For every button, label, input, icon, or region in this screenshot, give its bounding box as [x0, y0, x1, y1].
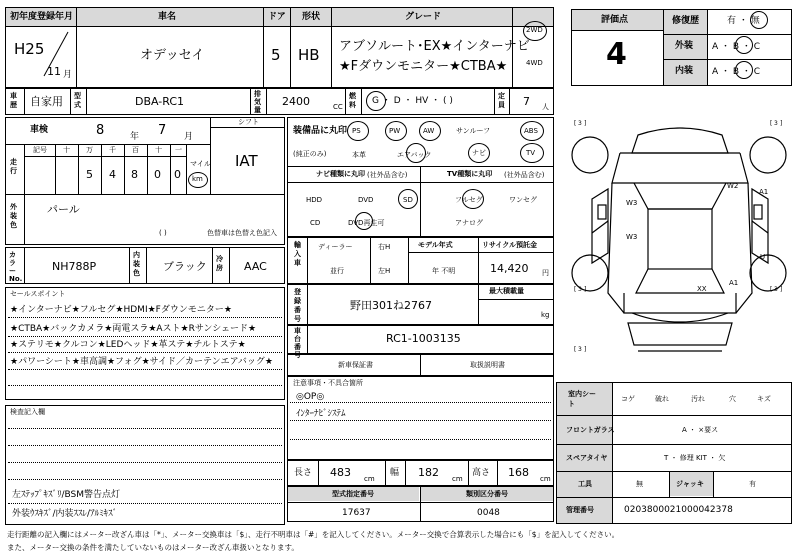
displacement-label: 排気量 [254, 90, 261, 114]
color-no-value: NH788P [52, 260, 97, 273]
inspector-label: 検査記入欄 [10, 408, 45, 416]
spare-label: スペアタイヤ [566, 454, 608, 462]
doors-value: 5 [271, 46, 281, 64]
tools-value: 無 [636, 480, 643, 488]
inspector-box [5, 405, 285, 525]
mileage-digit-1: 5 [86, 168, 93, 181]
length-unit: cm [364, 475, 375, 483]
chassis-label: 車台番号 [294, 327, 301, 359]
length-label: 長さ [294, 468, 313, 478]
jack-label: ジャッキ [676, 480, 704, 488]
shift-label: シフト [238, 118, 259, 126]
navi-dvdplay: DVD再生可 [348, 219, 385, 227]
mileage-unit-mile: マイル [190, 160, 211, 168]
mileage-header-6: 一 [175, 146, 182, 154]
svg-text:[: [ [770, 286, 773, 293]
width-label: 幅 [390, 468, 400, 478]
registration-label: 登録番号 [294, 288, 301, 323]
mileage-header-0: 記号 [33, 146, 47, 154]
notes-line-2: ｲﾝﾀｰﾅﾋﾞｼｽﾃﾑ [296, 409, 346, 419]
first-reg-label: 初年度登録年月 [10, 12, 74, 22]
svg-text:[: [ [770, 120, 773, 127]
recycle-value: 14,420 [490, 262, 529, 275]
grade-line2: ★Fダウンモニター★CTBA★ [339, 59, 508, 74]
mark-w3-2: W3 [626, 233, 638, 241]
mark-xx: XX [697, 285, 707, 293]
mileage-digit-2: 4 [109, 168, 116, 181]
first-reg-value: H25 [14, 40, 45, 58]
equip-sunroof: サンルーフ [456, 127, 491, 135]
seat-hole: 穴 [729, 395, 736, 403]
glass-label: フロントガラス [566, 426, 615, 434]
score-label: 評価点 [601, 15, 629, 25]
navi-dvd: DVD [358, 196, 374, 204]
mileage-digit-4: 0 [154, 168, 161, 181]
drive-4wd: 4WD [526, 59, 543, 67]
navi-cd: CD [310, 219, 321, 227]
svg-text:3: 3 [578, 346, 582, 353]
exterior-abc: A ・ B ・ C [712, 42, 761, 52]
glass-value: A ・ ×要ス [682, 426, 719, 434]
length-value: 483 [330, 466, 351, 479]
doc-manual: 取扱説明書 [470, 361, 505, 369]
mileage-header-4: 百 [132, 146, 139, 154]
navi-sub: (社外品含む) [367, 171, 408, 179]
capacity-unit: 人 [542, 103, 549, 111]
shape-label: 形状 [302, 12, 321, 22]
repair-options: 有 ・ 無 [727, 16, 760, 26]
svg-text:[: [ [574, 120, 577, 127]
inspection-year-unit: 年 [130, 132, 140, 142]
color-no-row [5, 247, 285, 284]
capacity-value: 7 [523, 95, 530, 108]
interior-label: 内装 [675, 66, 694, 76]
mileage-header-5: 十 [155, 146, 162, 154]
mileage-header-2: 万 [86, 146, 93, 154]
svg-text:]: ] [780, 120, 783, 127]
navi-sd: SD [403, 196, 413, 204]
inspector-line-2: 外装ｳｽｷｽﾞ/内装ｽｽﾚ/ｱﾙﾐｷｽﾞ [12, 509, 118, 519]
inspection-label: 車検 [30, 125, 49, 135]
equip-ps: PS [352, 127, 361, 135]
name-label: 車名 [158, 12, 177, 22]
recycle-unit: 円 [542, 269, 549, 277]
model-year-label: モデル年式 [418, 241, 453, 249]
navi-label: ナビ種類に丸印 [316, 170, 365, 178]
class-value: 0048 [477, 508, 500, 518]
grade-label: グレード [405, 12, 442, 22]
mileage-header-1: 十 [63, 146, 70, 154]
row2 [5, 88, 554, 115]
svg-text:]: ] [584, 286, 587, 293]
fuel-options: G ・ D ・ HV ・ ( ) [372, 96, 453, 106]
import-parallel: 並行 [330, 267, 344, 275]
ac-label: 冷房 [216, 255, 223, 272]
inspection-month-unit: 月 [184, 132, 194, 142]
score-value: 4 [606, 37, 627, 72]
equip-aw: AW [423, 127, 435, 135]
registration-value: 野田301ね2767 [350, 299, 432, 312]
sales-line-1: ★インターナビ★フルセグ★HDMI★Fダウンモニター★ [10, 305, 232, 315]
footer-line-2: また、メーター交換の条件を満たしていないものはメーター改ざん車扱いとなります。 [7, 543, 299, 552]
inspection-year: 8 [96, 123, 105, 138]
navi-hdd: HDD [306, 196, 323, 204]
sales-line-3: ★ステリモ★クルコン★LEDヘッド★革ステ★チルトステ★ [10, 340, 246, 350]
left-mid-block [5, 117, 285, 245]
equip-tv: TV [526, 149, 536, 157]
seat-scratch: キズ [757, 395, 771, 403]
max-load-unit: kg [541, 311, 550, 319]
color-label: 外装色 [10, 203, 17, 229]
color-value: パール [47, 203, 80, 216]
inspector-line-1: 左ｽﾃｯﾌﾟｷｽﾞﾘ/BSM警告点灯 [12, 490, 121, 500]
fuel-g-circle [366, 91, 386, 111]
doc-warranty: 新車保証書 [338, 361, 373, 369]
svg-text:3: 3 [774, 120, 778, 127]
color-no-label: カラーNo. [9, 251, 23, 283]
mark-u: U [760, 253, 766, 261]
equip-navi: ナビ [472, 149, 486, 157]
height-label: 高さ [472, 468, 491, 478]
notes-label: 注意事項・不具合箇所 [293, 379, 363, 387]
equip-pw: PW [389, 127, 401, 135]
equip-abs: ABS [524, 127, 538, 135]
svg-text:]: ] [584, 346, 587, 353]
svg-text:]: ] [780, 286, 783, 293]
recycle-label: リサイクル預託金 [482, 241, 538, 249]
tv-oneseg: ワンセグ [509, 196, 537, 204]
exterior-label: 外装 [675, 41, 694, 51]
model-value: DBA-RC1 [135, 95, 185, 108]
first-reg-month: 11 [47, 65, 61, 78]
footer-line-1: 走行距離の記入欄にはメーター改ざん車は「*」、メーター交換車は「$」、走行不明車は「#」を記入してください。メーター交換で合算表示した場合にも「$」を記入してください。 [7, 530, 620, 539]
sales-line-4: ★パワーシート★車高調★フォグ★サイド／カーテンエアバッグ★ [10, 357, 273, 367]
repair-none-circle [750, 11, 768, 29]
svg-text:]: ] [584, 120, 587, 127]
car-damage-diagram [568, 113, 792, 371]
capacity-label: 定員 [498, 92, 505, 109]
name-value: オデッセイ [140, 48, 205, 63]
repair-label: 修復歴 [672, 16, 700, 26]
equip-airbag: エアバック [397, 151, 432, 159]
sales-points-label: セールスポイント [10, 290, 66, 298]
grade-line1: アブソルート･EX★インターナビ [339, 39, 530, 54]
tv-sub: (社外品含む) [504, 171, 545, 179]
import-right-h: 右H [378, 243, 391, 251]
mileage-digit-5: 0 [174, 168, 181, 181]
height-value: 168 [508, 466, 529, 479]
mileage-digit-3: 8 [131, 168, 138, 181]
color-note: 色替車は色替え色記入 [207, 229, 277, 237]
seat-dirt: 汚れ [691, 395, 705, 403]
width-value: 182 [418, 466, 439, 479]
equipment-label: 装備品に丸印 [293, 126, 348, 136]
svg-text:3: 3 [578, 286, 582, 293]
mgmt-label: 管理番号 [566, 506, 594, 514]
shift-value: IAT [235, 152, 258, 170]
tv-fullseg: フルセグ [455, 196, 483, 204]
seat-burn: コゲ [621, 395, 635, 403]
color-paren: ( ) [159, 229, 167, 237]
tv-analog: アナログ [455, 219, 483, 227]
type-label: 型式指定番号 [332, 490, 374, 498]
svg-text:[: [ [574, 286, 577, 293]
mileage-header-3: 千 [109, 146, 116, 154]
chassis-value: RC1-1003135 [386, 332, 461, 345]
mark-a1-bottom: A1 [729, 279, 739, 287]
tv-label: TV種類に丸印 [447, 170, 493, 178]
inspection-month: 7 [158, 123, 167, 138]
interior-color-value: ブラック [163, 260, 207, 273]
mark-a1-top: A1 [759, 188, 769, 196]
mileage-unit-km: km [192, 175, 203, 183]
max-load-label: 最大積載量 [489, 287, 524, 295]
ac-value: AAC [244, 260, 267, 273]
import-label: 輸入車 [294, 241, 301, 267]
svg-text:[: [ [574, 346, 577, 353]
month-unit: 月 [63, 70, 73, 80]
equipment-sub: (純正のみ) [293, 150, 327, 158]
seat-tear: 破れ [655, 395, 669, 403]
mark-w2: W2 [727, 182, 739, 190]
model-label: 型式 [74, 92, 81, 109]
exterior-b-circle [735, 36, 753, 54]
interior-b-circle [735, 61, 753, 79]
displacement-unit: CC [333, 103, 343, 111]
equip-leather: 本革 [352, 151, 366, 159]
jack-value: 有 [749, 480, 756, 488]
import-left-h: 左H [378, 267, 391, 275]
svg-text:3: 3 [578, 120, 582, 127]
displacement-value: 2400 [282, 95, 310, 108]
usage-value: 自家用 [30, 95, 63, 108]
shape-value: HB [298, 46, 320, 64]
svg-text:3: 3 [774, 286, 778, 293]
fuel-label: 燃料 [349, 92, 356, 109]
usage-label: 車歴 [10, 92, 17, 109]
mgmt-value: 0203800021000042378 [624, 505, 733, 515]
interior-abc: A ・ B ・ C [712, 67, 761, 77]
type-value: 17637 [342, 508, 371, 518]
tools-label: 工具 [578, 480, 592, 488]
sales-line-2: ★CTBA★バックカメラ★両電スラ★Aスト★Rサンシェード★ [10, 324, 257, 334]
notes-line-1: ◎OP◎ [296, 392, 325, 402]
width-unit: cm [452, 475, 463, 483]
mark-w3-1: W3 [626, 199, 638, 207]
model-year-value: 年 不明 [432, 267, 456, 275]
import-dealer: ディーラー [318, 243, 353, 251]
spare-value: T ・ 修理 KIT ・ 欠 [664, 454, 726, 462]
interior-color-label: 内装色 [133, 251, 140, 277]
height-unit: cm [540, 475, 551, 483]
seat-label: 室内シート [568, 390, 596, 408]
drive-2wd: 2WD [526, 26, 543, 34]
doors-label: ドア [268, 12, 286, 22]
class-label: 類別区分番号 [466, 490, 508, 498]
mileage-label: 走行 [10, 158, 17, 175]
